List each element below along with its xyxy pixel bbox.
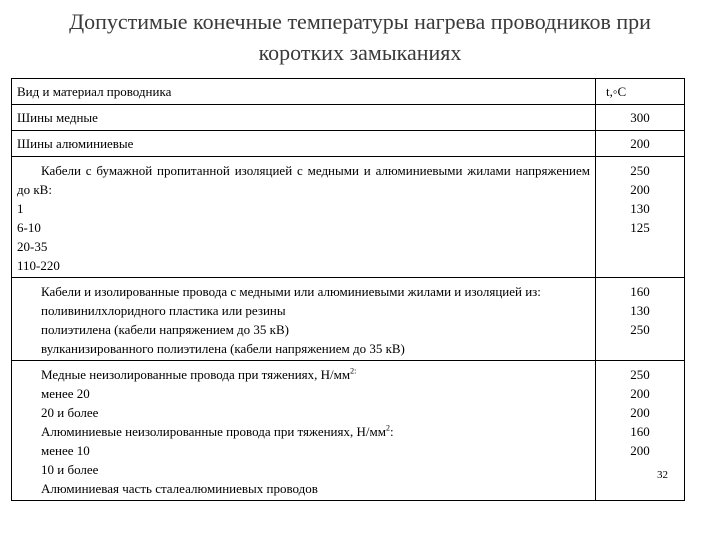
row-values [596,361,685,501]
row-description [12,278,596,361]
title-line-1: Допустимые конечные температуры нагрева проводников при [69,9,651,34]
row-values [596,278,685,361]
superscript: 2: [350,366,357,376]
value-item: 200 [630,405,650,420]
list-item: 20 и более [41,405,99,420]
list-item: 6-10 [17,220,41,235]
value-item: 250 [630,322,650,337]
row-label: Шины алюминиевые [12,131,596,157]
value-item: 130 [630,303,650,318]
list-item: поливинилхлоридного пластика или резины [41,303,286,318]
list-item: 110-220 [17,258,60,273]
page-number: 32 [657,469,668,481]
list-item: менее 20 [41,386,90,401]
table-header-row [12,79,685,105]
list-item: 10 и более [41,462,99,477]
table-row [12,105,685,131]
slide-title [0,6,720,68]
table-row [12,131,685,157]
row-description [12,361,596,501]
row-label: Шины медные [12,105,596,131]
value-item: 200 [630,386,650,401]
row-intro: Кабели и изолированные провода с медными или алюминиевыми жилами и изоляцией из: [41,284,541,299]
row-values [596,157,685,278]
row-intro: Кабели с бумажной пропитанной изоляцией с медными и алюминиевыми жилами напряжением до кВ: [17,163,590,197]
row-description [12,157,596,278]
list-item: Алюминиевые неизолированные провода при тяжениях, $Н/мм^2$: [41,423,394,439]
value-item: 250 [630,367,650,382]
value-item: 160 [630,424,650,439]
value-item: 160 [630,284,650,299]
table-row [12,157,685,278]
list-item: Алюминиевая часть сталеалюминиевых проводов [41,481,318,496]
row-value: 300 [596,105,685,131]
superscript: 2 [385,423,390,433]
list-item: 1 [17,201,24,216]
value-item: 130 [630,201,650,216]
list-item: Медные неизолированные провода при тяжениях, $Н/мм^{2:}$ [41,366,357,382]
header-conductor-type: Вид и материал проводника [12,79,596,105]
value-item: 125 [630,220,650,235]
value-item: 200 [630,443,650,458]
value-item: 200 [630,182,650,197]
list-item: менее 10 [41,443,90,458]
list-item: 20-35 [17,239,48,254]
title-line-2: коротких замыканиях [258,40,462,65]
value-item: 250 [630,163,650,178]
table-row [12,361,685,501]
row-value: 200 [596,131,685,157]
table-row [12,278,685,361]
header-temperature: t,◦С [596,79,685,105]
list-item: полиэтилена (кабели напряжением до 35 кВ) [41,322,289,337]
temperature-table [11,78,685,501]
list-item: вулканизированного полиэтилена (кабели напряжением до 35 кВ) [41,341,405,356]
